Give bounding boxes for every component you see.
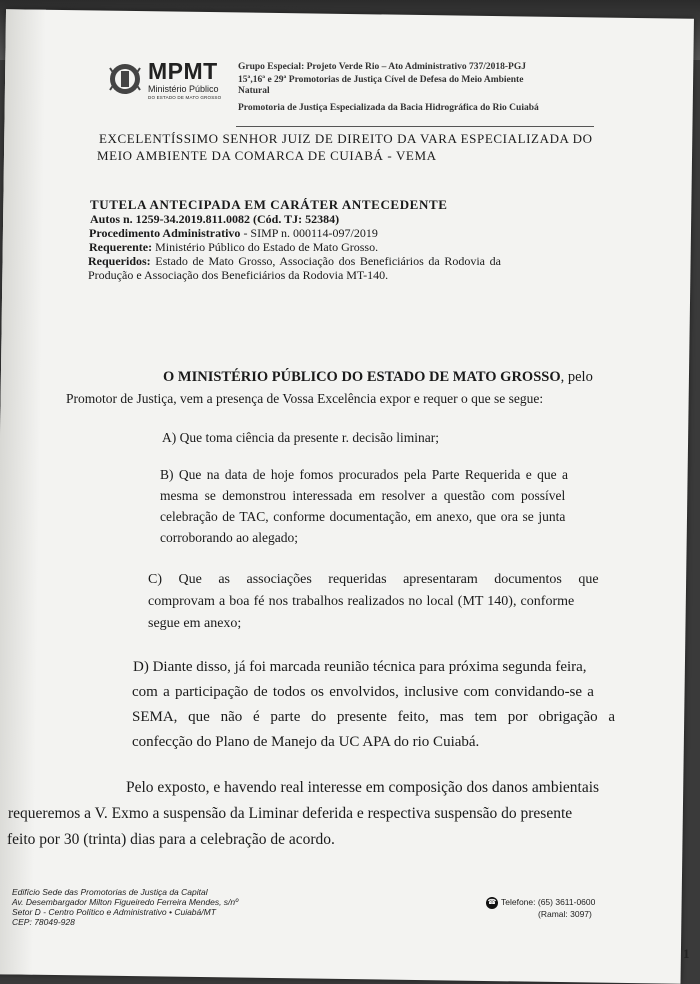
intro-text: , pelo xyxy=(560,369,593,385)
case-number: Autos n. 1259-34.2019.811.0082 (Cód. TJ: 52384) xyxy=(90,212,340,226)
item-a: A) Que toma ciência da presente r. decisão liminar; xyxy=(162,430,440,445)
plaintiff xyxy=(89,240,378,255)
address-line: Setor D - Centro Político e Administrativo • Cuiabá/MT xyxy=(12,907,216,917)
phone-extension: (Ramal: 3097) xyxy=(538,909,592,919)
item-b: celebração de TAC, conforme documentação, em anexo, que ora se junta xyxy=(160,509,566,524)
logo-tagline: DO ESTADO DE MATO GROSSO xyxy=(148,95,222,100)
item-d: confecção do Plano de Manejo da UC APA do rio Cuiabá. xyxy=(132,734,480,750)
letterhead-divider xyxy=(236,126,594,127)
procedure-label: Procedimento Administrativo xyxy=(89,226,241,240)
logo-wordmark: MPMT xyxy=(148,58,218,84)
letterhead-line: Natural xyxy=(238,86,270,96)
administrative-procedure xyxy=(89,226,378,241)
item-c: comprovam a boa fé nos trabalhos realizados no local (MT 140), conforme xyxy=(148,594,575,609)
item-d: com a participação de todos os envolvidos, inclusive com convidando-se a xyxy=(132,684,594,700)
item-c: C) Que as associações requeridas apresentaram documentos que xyxy=(148,572,599,587)
closing-paragraph: feito por 30 (trinta) dias para a celebração de acordo. xyxy=(7,831,335,848)
closing-paragraph: requeremos a V. Exmo a suspensão da Liminar deferida e respectiva suspensão do presente xyxy=(8,805,573,822)
phone-icon: ☎ xyxy=(486,897,498,909)
item-c: segue em anexo; xyxy=(148,616,242,631)
closing-paragraph: Pelo exposto, e havendo real interesse em composição dos danos ambientais xyxy=(126,779,600,796)
item-b: mesma se demonstrou interessada em resolver a questão com possível xyxy=(160,488,566,503)
item-d: SEMA, que não é parte do presente feito, mas tem por obrigação a xyxy=(132,709,616,725)
mpmt-logo xyxy=(108,56,236,104)
addressee-line: MEIO AMBIENTE DA COMARCA DE CUIABÁ - VEMA xyxy=(97,148,437,163)
case-title: TUTELA ANTECIPADA EM CARÁTER ANTECEDENTE xyxy=(90,197,448,212)
defendants-label: Requeridos: xyxy=(88,254,151,268)
footer-address xyxy=(12,887,238,927)
item-d: D) Diante disso, já foi marcada reunião técnica para próxima segunda feira, xyxy=(133,659,587,675)
item-b: B) Que na data de hoje fomos procurados pela Parte Requerida e que a xyxy=(160,467,568,482)
address-line: Edifício Sede das Promotorias de Justiça da Capital xyxy=(12,887,208,897)
letterhead-line: 15ª,16ª e 29ª Promotorias de Justiça Cível de Defesa do Meio Ambiente xyxy=(238,75,524,85)
phone-number: Telefone: (65) 3611-0600 xyxy=(501,897,596,907)
page-number: 1 xyxy=(683,946,690,961)
letterhead-line: Promotoria de Justiça Especializada da Bacia Hidrográfica do Rio Cuiabá xyxy=(238,103,539,113)
intro-party: O MINISTÉRIO PÚBLICO DO ESTADO DE MATO GROSSO xyxy=(163,369,561,385)
procedure-value: - SIMP n. 000114-097/2019 xyxy=(240,226,378,240)
defendants-continued: Produção e Associação dos Beneficiários da Rodovia MT-140. xyxy=(88,268,389,282)
address-line: CEP: 78049-928 xyxy=(12,917,75,927)
intro-line xyxy=(163,369,593,386)
intro-line: Promotor de Justiça, vem a presença de Vossa Excelência expor e requer o que se segue: xyxy=(66,391,544,406)
letterhead xyxy=(238,62,598,114)
defendants-value: Estado de Mato Grosso, Associação dos Beneficiários da Rodovia da xyxy=(150,254,501,268)
page-shadow xyxy=(0,9,46,974)
logo-subtitle: Ministério Público xyxy=(148,84,219,94)
addressee-line: EXCELENTÍSSIMO SENHOR JUIZ DE DIREITO DA VARA ESPECIALIZADA DO xyxy=(99,131,593,146)
plaintiff-value: Ministério Público do Estado de Mato Grosso. xyxy=(152,240,379,254)
address-line: Av. Desembargador Milton Figueiredo Ferreira Mendes, s/nº xyxy=(12,897,239,907)
letterhead-line: Grupo Especial: Projeto Verde Rio – Ato Administrativo 737/2018-PGJ xyxy=(238,62,526,72)
plaintiff-label: Requerente: xyxy=(89,240,153,254)
item-b: corroborando ao alegado; xyxy=(160,530,298,545)
coat-of-arms-icon xyxy=(108,62,142,96)
defendants xyxy=(88,254,501,269)
